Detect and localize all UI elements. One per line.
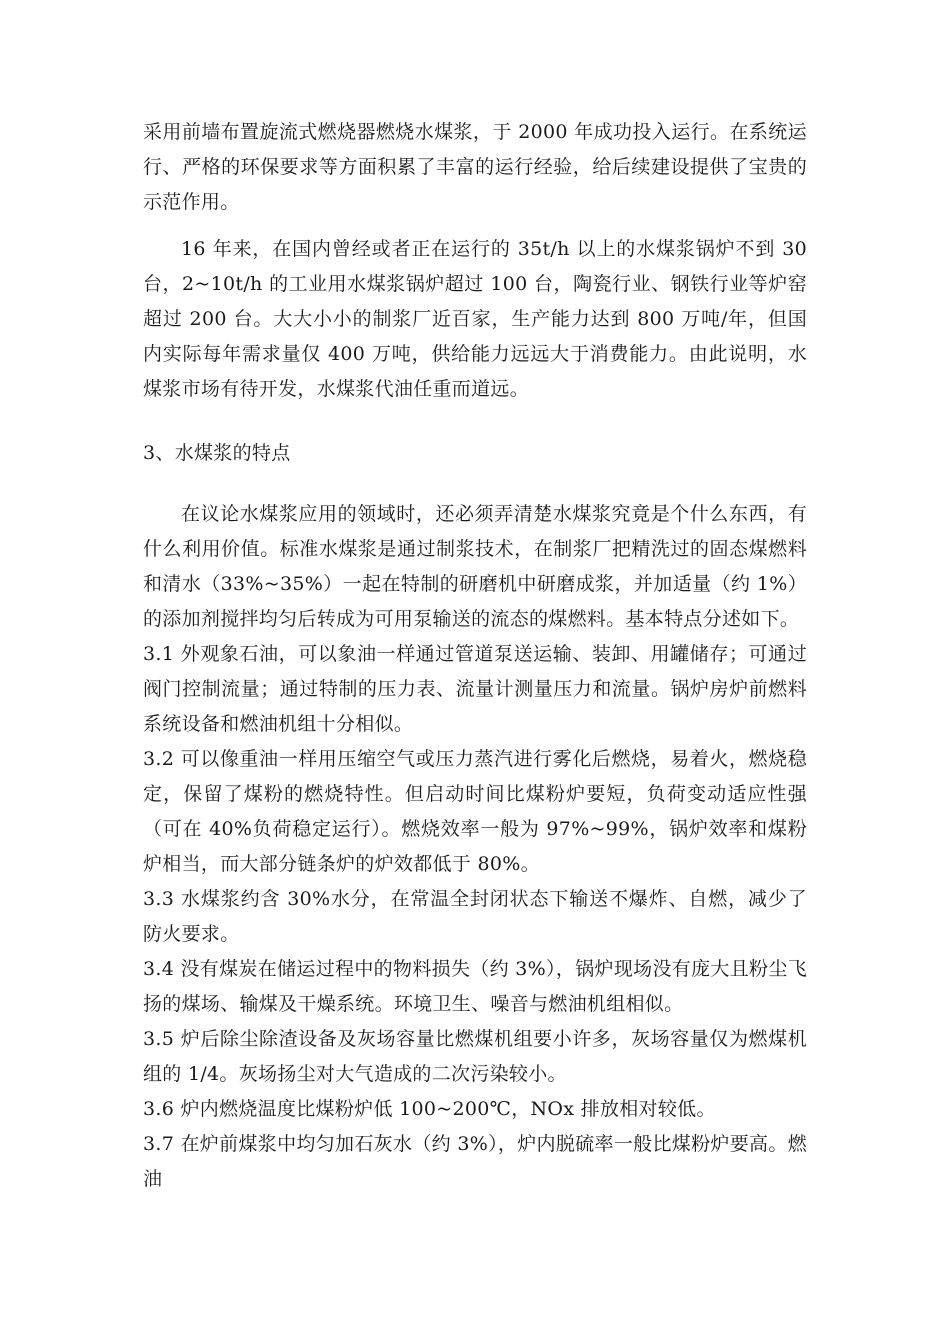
item-3-3: 3.3 水煤浆约含 30%水分，在常温全封闭状态下输送不爆炸、自燃，减少了防火要求。	[143, 888, 807, 945]
item-3-1: 3.1 外观象石油，可以象油一样通过管道泵送运输、装卸、用罐储存；可通过阀门控制流量；通过特制的压力表、流量计测量压力和流量。锅炉房炉前燃料系统设备和燃油机组十分相似。	[143, 643, 807, 735]
item-3-6: 3.6 炉内燃烧温度比煤粉炉低 100~200℃，NOx 排放相对较低。	[143, 1098, 716, 1120]
section-heading-block	[143, 436, 807, 471]
section-heading: 3、水煤浆的特点	[143, 442, 291, 464]
text-block-top	[143, 115, 807, 407]
item-3-2: 3.2 可以像重油一样用压缩空气或压力蒸汽进行雾化后燃烧，易着火，燃烧稳定，保留了煤粉的燃烧特性。但启动时间比煤粉炉要短，负荷变动适应性强（可在 40%负荷稳定运行）。燃烧效率一般为 97%~99%，锅炉效率和煤粉炉相当，而大部分链条炉的炉效都低于 80%。	[143, 748, 807, 875]
paragraph-3: 在议论水煤浆应用的领域时，还必须弄清楚水煤浆究竟是个什么东西，有什么利用价值。标准水煤浆是通过制浆技术，在制浆厂把精洗过的固态煤燃料和清水（33%~35%）一起在特制的研磨机中研磨成浆，并加适量（约 1%）的添加剂搅拌均匀后转成为可用泵输送的流态的煤燃料。基本特点分述如下。	[143, 503, 807, 630]
paragraph-2: 16 年来，在国内曾经或者正在运行的 35t/h 以上的水煤浆锅炉不到 30 台，2~10t/h 的工业用水煤浆锅炉超过 100 台，陶瓷行业、钢铁行业等炉窑超过 200 台。大大小小的制浆厂近百家，生产能力达到 800 万吨/年，但国内实际每年需求量仅 400 万吨，供给能力远远大于消费能力。由此说明，水煤浆市场有待开发，水煤浆代油任重而道远。	[143, 238, 807, 400]
text-block-body	[143, 497, 807, 1197]
item-3-5: 3.5 炉后除尘除渣设备及灰场容量比燃煤机组要小许多，灰场容量仅为燃煤机组的 1/4。灰场扬尘对大气造成的二次污染较小。	[143, 1028, 807, 1085]
item-3-7: 3.7 在炉前煤浆中均匀加石灰水（约 3%），炉内脱硫率一般比煤粉炉要高。燃油	[143, 1133, 807, 1190]
paragraph-1: 采用前墙布置旋流式燃烧器燃烧水煤浆，于 2000 年成功投入运行。在系统运行、严格的环保要求等方面积累了丰富的运行经验，给后续建设提供了宝贵的示范作用。	[143, 121, 807, 213]
item-3-4: 3.4 没有煤炭在储运过程中的物料损失（约 3%），锅炉现场没有庞大且粉尘飞扬的煤场、输煤及干燥系统。环境卫生、噪音与燃油机组相似。	[143, 958, 807, 1015]
